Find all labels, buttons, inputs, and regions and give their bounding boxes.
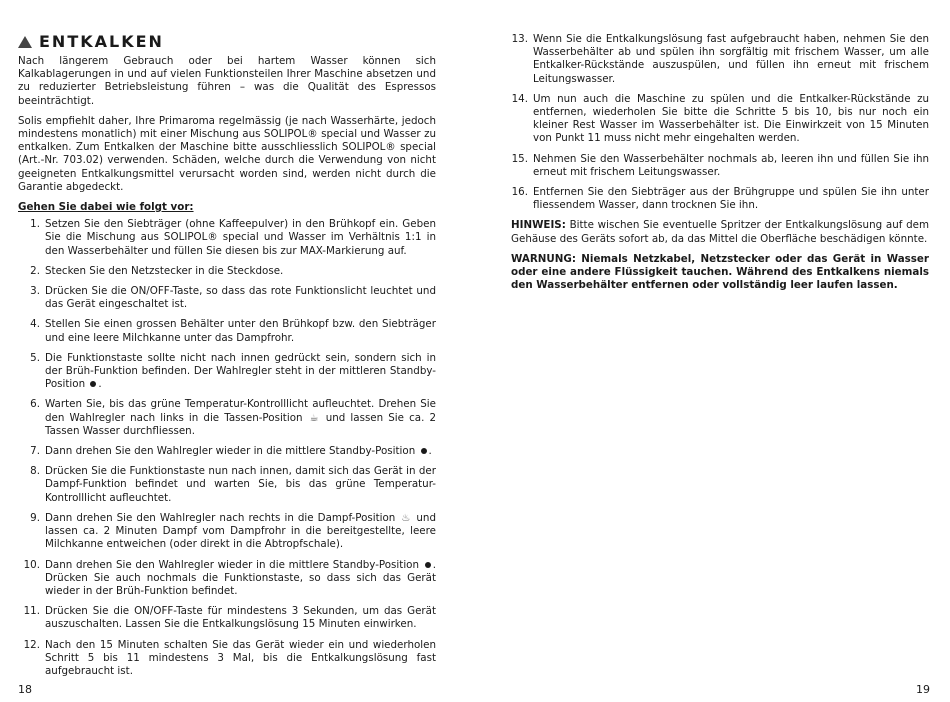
list-item (18, 605, 436, 631)
step-number: 1. (30, 218, 40, 231)
step-text: Dann drehen Sie den Wahlregler nach rechts in die Dampf-Position (45, 511, 396, 524)
step-number: 7. (30, 445, 40, 458)
step-text-wrap (45, 398, 436, 438)
standby-dot-icon (425, 562, 431, 568)
section-title (18, 32, 164, 51)
steps-list-right (511, 33, 929, 212)
step-number: 8. (30, 465, 40, 478)
left-text-block (18, 55, 436, 685)
cup-icon: ☕ (309, 412, 319, 424)
list-item (18, 559, 436, 599)
step-text: Die Funktionstaste sollte nicht nach innen gedrückt sein, sondern sich in der Brüh-Funktion befinden. Der Wahlregler steht in der mittleren Standby-Position (45, 351, 436, 391)
triangle-icon (18, 36, 32, 48)
step-number: 15. (511, 152, 528, 165)
standby-dot-icon (421, 448, 427, 454)
section-title-text: ENTKALKEN (39, 32, 164, 51)
step-number: 10. (23, 558, 40, 571)
step-number: 4. (30, 318, 40, 331)
list-item (18, 218, 436, 258)
step-number: 5. (30, 351, 40, 364)
step-text: Dann drehen Sie den Wahlregler wieder in die mittlere Standby-Position (45, 445, 416, 458)
step-number: 11. (23, 605, 40, 618)
step-text: Dann drehen Sie den Wahlregler wieder in die mittlere Standby-Position (45, 558, 420, 571)
steam-icon: ♨ (401, 512, 411, 524)
step-number: 13. (511, 33, 528, 45)
step-number: 6. (30, 398, 40, 411)
step-number: 16. (511, 186, 528, 199)
steps-heading: Gehen Sie dabei wie folgt vor: (18, 201, 194, 214)
step-number: 3. (30, 285, 40, 298)
step-text: Stellen Sie einen grossen Behälter unter den Brühkopf bzw. den Siebträger und eine leere Milchkanne unter das Dampfrohr. (45, 318, 436, 344)
right-text-block (511, 33, 929, 299)
step-text: Um nun auch die Maschine zu spülen und die Entkalker-Rückstände zu entfernen, wiederholen Sie bitte die Schritte 5 bis 10, bis nur noch ein kleiner Rest Wasser im Wasserbehälter ist. Die Einwirkzeit von 15 Minuten von Punkt 11 muss nicht mehr eingehalten werden. (533, 92, 929, 145)
list-item (18, 639, 436, 679)
hinweis-text: Bitte wischen Sie eventuelle Spritzer der Entkalkungslösung auf dem Gehäuse des Geräts sofort ab, da das Mittel die Oberfläche beschädigen könnte. (511, 219, 929, 245)
list-item (511, 33, 929, 86)
step-number: 2. (30, 264, 40, 277)
step-text: Stecken Sie den Netzstecker in die Steckdose. (45, 264, 284, 277)
list-item (511, 186, 929, 212)
intro-paragraph-1: Nach längerem Gebrauch oder bei hartem Wasser können sich Kalkablagerungen in und auf vielen Funktionsteilen Ihrer Maschine absetzen und zu reduzierter Betriebsleistung führen – was die Qualität des Espressos beeinträchtigt. (18, 55, 436, 107)
step-text: Entfernen Sie den Siebträger aus der Brühgruppe und spülen Sie ihn unter fliessendem Wasser, dann trocknen Sie ihn. (533, 186, 929, 212)
list-item (18, 285, 436, 311)
list-item (18, 465, 436, 505)
page-number-left: 18 (18, 683, 32, 696)
list-item (18, 445, 436, 458)
hinweis-paragraph (511, 219, 929, 245)
step-text: Setzen Sie den Siebträger (ohne Kaffeepulver) in den Brühkopf ein. Geben Sie die Mischung aus SOLIPOL® special und Wasser im Verhältnis 1:1 in den Wasserbehälter und füllen Sie diesen bis zur MAX-Markierung auf. (45, 218, 436, 257)
step-text: Drücken Sie die ON/OFF-Taste, so dass das rote Funktionslicht leuchtet und das Gerät eingeschaltet ist. (45, 285, 436, 311)
step-text-wrap: Dann drehen Sie den Wahlregler wieder in die mittlere Standby-Position . (45, 445, 432, 458)
intro-paragraph-2: Solis empfiehlt daher, Ihre Primaroma regelmässig (je nach Wasserhärte, jedoch mindestens monatlich) mit einer Mischung aus SOLIPOL® special und Wasser zu entkalken. Zum Entkalken der Maschine bitte ausschliesslich SOLIPOL® special (Art.-Nr. 703.02) verwenden. Schäden, welche durch die Verwendung von nicht geeigneten Entkalkungsmittel verursacht worden sind, werden nicht durch die Garantie abgedeckt. (18, 114, 436, 193)
step-text: Warten Sie, bis das grüne Temperatur-Kontrolllicht aufleuchtet. Drehen Sie den Wahlregler nach links in die Tassen-Position (45, 398, 436, 424)
step-text-2: Drücken Sie auch nochmals die Funktionstaste, so dass sich das Gerät wieder in der Brüh-Funktion befindet. (45, 571, 436, 597)
step-text-wrap: Die Funktionstaste sollte nicht nach innen gedrückt sein, sondern sich in der Brüh-Funktion befinden. Der Wahlregler steht in der mittleren Standby-Position . (45, 351, 436, 391)
step-text-2: und lassen Sie ca. 2 Tassen Wasser durchfliessen. (45, 411, 436, 437)
step-text-wrap: Dann drehen Sie den Wahlregler wieder in die mittlere Standby-Position . Drücken Sie auch nochmals die Funktionstaste, so dass sich das Gerät wieder in der Brüh-Funktion befindet. (45, 558, 436, 597)
step-text: Nehmen Sie den Wasserbehälter nochmals ab, leeren ihn und füllen Sie ihn erneut mit frischem Leitungswasser. (533, 152, 929, 178)
step-text-wrap (45, 512, 436, 552)
step-text: Nach den 15 Minuten schalten Sie das Gerät wieder ein und wiederholen Schritt 5 bis 11 mindestens 3 Mal, bis die Entkalkungslösung fast aufgebraucht ist. (45, 638, 436, 677)
hinweis-label: HINWEIS: (511, 219, 566, 232)
list-item (511, 153, 929, 179)
warnung-paragraph: WARNUNG: Niemals Netzkabel, Netzstecker oder das Gerät in Wasser oder eine andere Flüssigkeit tauchen. Während des Entkalkens niemals den Wasserbehälter entfernen oder vollständig leer laufen lassen. (511, 252, 929, 292)
step-text: Wenn Sie die Entkalkungslösung fast aufgebraucht haben, nehmen Sie den Wasserbehälter ab und spülen ihn sorgfältig mit frischem Wasser, um alle Entkalker-Rückstände auszuspülen, und füllen ihn erneut mit frischem Leitungswasser. (533, 33, 929, 85)
step-text: Drücken Sie die ON/OFF-Taste für mindestens 3 Sekunden, um das Gerät auszuschalten. Lassen Sie die Entkalkungslösung 15 Minuten einwirken. (45, 605, 436, 631)
list-item (511, 93, 929, 146)
page-number-right: 19 (916, 683, 930, 696)
step-number: 12. (23, 638, 40, 651)
standby-dot-icon (90, 381, 96, 387)
step-number: 9. (30, 511, 40, 524)
list-item (18, 398, 436, 438)
list-item (18, 352, 436, 392)
step-text: Drücken Sie die Funktionstaste nun nach innen, damit sich das Gerät in der Dampf-Funktion befindet und warten Sie, bis das grüne Temperatur-Kontrolllicht aufleuchtet. (45, 465, 436, 504)
list-item (18, 265, 436, 278)
steps-list-left (18, 218, 436, 678)
list-item (18, 318, 436, 344)
list-item (18, 512, 436, 552)
step-text-2: und lassen ca. 2 Minuten Dampf vom Dampfrohr in die bereitgestellte, leere Milchkanne entweichen (oder direkt in die Abtropfschale). (45, 511, 436, 551)
step-number: 14. (511, 92, 528, 105)
